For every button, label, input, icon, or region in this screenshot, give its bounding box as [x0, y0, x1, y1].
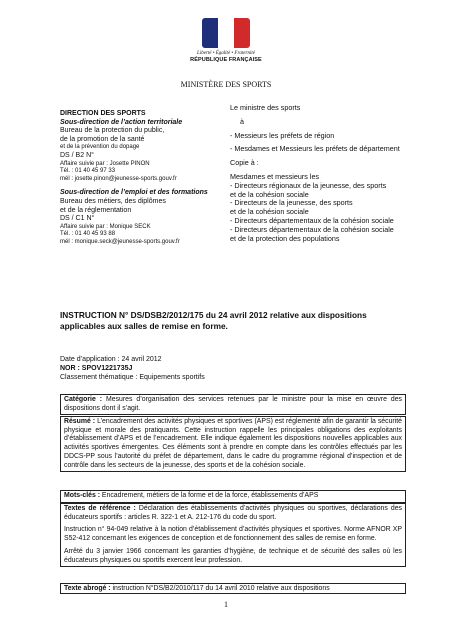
bureau-line: DS / C1 N° — [60, 215, 95, 223]
resume-box — [60, 416, 406, 472]
recipient-block — [230, 104, 430, 243]
copie-line: et de la cohésion sociale — [230, 189, 309, 199]
nor-label: NOR : — [60, 364, 82, 372]
motscles-label: Mots-clés : — [64, 492, 100, 499]
textes-label: Textes de référence : — [64, 505, 136, 512]
bureau-line: DS / B2 N° — [60, 151, 94, 159]
republique-logo — [184, 18, 268, 63]
categorie-text: Mesures d’organisation des services retenues par le ministre pour la mise en œuvre des dispositions dont il s’agit. — [64, 396, 403, 412]
date-application: Date d’application : 24 avril 2012 — [60, 356, 162, 363]
ministere-title: MINISTÈRE DES SPORTS — [180, 80, 272, 89]
bureau-line: de la promotion de la santé — [60, 135, 145, 143]
resume-label: Résumé : — [64, 418, 96, 425]
copie-line: Mesdames et messieurs les — [230, 171, 320, 181]
contact-line: Tél. : 01 40 45 97 33 — [60, 168, 116, 175]
textes-text-3: Arrêté du 3 janvier 1966 concernant les garanties d’hygiène, de technique et de sécurité des salles où les éducateurs physiques ou sportifs exercent leur profession. — [64, 547, 402, 564]
textes-text-1: Déclaration des établissements d’activités physiques ou sportives, déclarations des éducateurs sportifs : articles R. 322-1 et A. 212-176 du code du sport. — [64, 505, 402, 521]
categorie-box — [60, 394, 406, 415]
copie-line: - Directeurs régionaux de la jeunesse, des sports — [230, 180, 387, 190]
bureau-line: Bureau de la protection du public, — [60, 127, 165, 135]
from-line: Le ministre des sports — [230, 103, 301, 112]
copie-line: et de la cohésion sociale — [230, 207, 309, 217]
textes-text-2: Instruction n° 94-049 relative à la notion d’établissement d’activités physiques et sportives. Norme AFNOR XP S52-412 concernant les exigences de conception et de fonctionnement des salles de remise en forme. — [64, 526, 402, 543]
bureau-line: et de la réglementation — [60, 206, 132, 214]
copie-line: - Directeurs départementaux de la cohésion sociale — [230, 224, 394, 234]
nor-value: SPOV1221735J — [81, 364, 133, 372]
sous-direction-2: Sous-direction de l’emploi et des formations — [60, 189, 208, 197]
logo-motto: Liberté • Égalité • Fraternité — [197, 51, 255, 56]
abroge-text: instruction N°DS/B2/2010/117 du 14 avril 2010 relative aux dispositions — [110, 585, 330, 592]
to-line: à — [240, 116, 244, 126]
instruction-meta — [60, 356, 360, 382]
direction-title: DIRECTION DES SPORTS — [60, 110, 146, 117]
resume-text: L’encadrement des activités physiques et sportives (APS) est réglementé afin de garantir la sécurité physique et morale des pratiquants. Cette instruction rappelle les principales obligations des exploitants d’établissement d’APS et de l’encadrement. Elle indique également les dispositions nouvelles applicables aux activités sportives émergentes. Ces éléments sont à prendre en compte dans les contrôles effectués par les DDCS-PP sous l’autorité du préfet de département, dans le cadre du programme régional d’inspection et de contrôle dans les secteurs de la jeunesse, des sports et de la cohésion sociale. — [64, 418, 402, 469]
textes-box — [60, 503, 406, 567]
contact-line: Affaire suivie par : Monique SECK — [60, 223, 151, 230]
bureau-line: et de la prévention du dopage — [60, 144, 140, 151]
contact-email: mél : josette.pinon@jeunesse-sports.gouv.fr — [60, 175, 177, 182]
motscles-box — [60, 490, 406, 503]
marianne-flag-icon — [202, 18, 250, 48]
copie-line: - Directeurs de la jeunesse, des sports — [230, 198, 353, 208]
sender-block — [60, 110, 228, 247]
contact-line: Tél. : 01 40 45 93 88 — [60, 231, 116, 238]
motscles-text: Encadrement, métiers de la forme et de la force, établissements d’APS — [100, 492, 319, 499]
abroge-box — [60, 583, 406, 594]
recipient-line: - Mesdames et Messieurs les préfets de département — [230, 144, 400, 154]
sous-direction-1: Sous-direction de l’action territoriale — [60, 118, 183, 126]
copie-label: Copie à : — [230, 158, 259, 168]
recipient-line: - Messieurs les préfets de région — [230, 130, 335, 140]
page-number: 1 — [224, 600, 228, 609]
contact-email: mél : monique.seck@jeunesse-sports.gouv.fr — [60, 238, 180, 245]
bureau-line: Bureau des métiers, des diplômes — [60, 197, 166, 205]
logo-republique: RÉPUBLIQUE FRANÇAISE — [190, 57, 262, 63]
copie-line: - Directeurs départementaux de la cohésion sociale — [230, 215, 394, 225]
classement: Classement thématique : Equipements sportifs — [60, 373, 205, 381]
instruction-title: INSTRUCTION N° DS/DSB2/2012/175 du 24 avril 2012 relative aux dispositions applicables aux salles de remise en forme. — [60, 310, 367, 331]
contact-line: Affaire suivie par : Josette PINON — [60, 160, 150, 167]
categorie-label: Catégorie : — [64, 396, 103, 403]
copie-line: et de la protection des populations — [230, 233, 340, 243]
abroge-label: Texte abrogé : — [64, 585, 111, 592]
